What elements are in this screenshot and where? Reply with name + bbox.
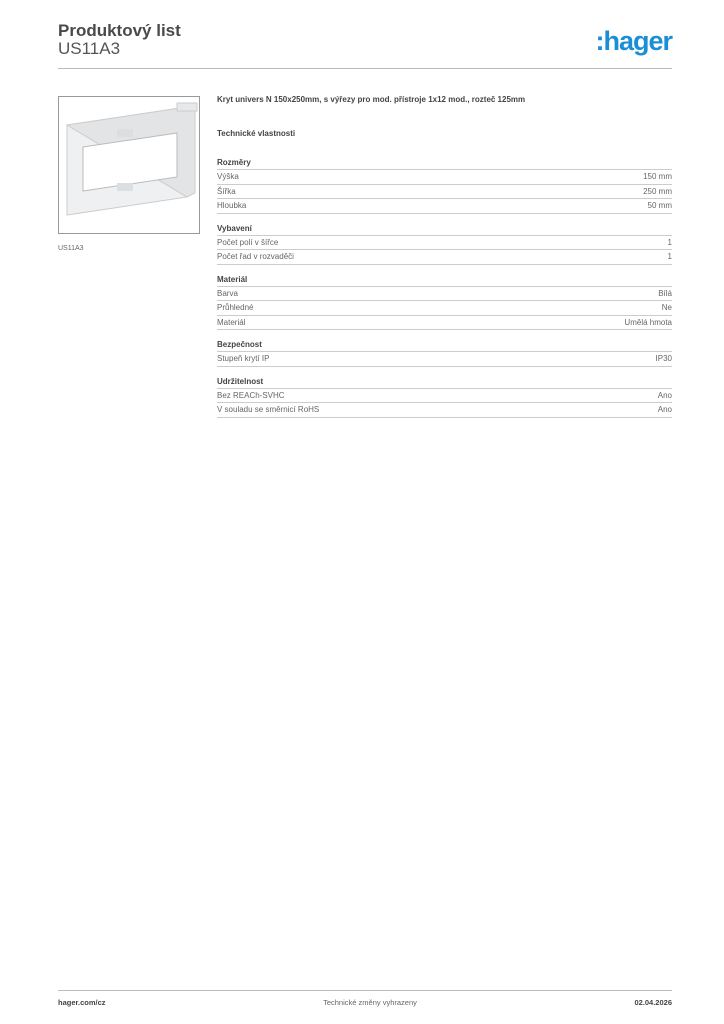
spec-row: [217, 301, 672, 316]
spec-label: Průhledné: [217, 303, 254, 312]
footer: [58, 998, 672, 1007]
spec-label: Barva: [217, 288, 238, 298]
spec-label: Bez REACh-SVHC: [217, 390, 285, 400]
spec-label: Stupeň krytí IP: [217, 354, 270, 363]
page-title: Produktový list: [58, 21, 181, 40]
spec-value: Umělá hmota: [624, 317, 672, 327]
footer-date: 02.04.2026: [634, 998, 672, 1007]
spec-value: 150 mm: [643, 172, 672, 181]
spec-label: Výška: [217, 172, 239, 181]
spec-section: [217, 274, 672, 331]
spec-row: [217, 287, 672, 302]
section-title: Bezpečnost: [217, 339, 672, 352]
spec-section: [217, 376, 672, 418]
spec-label: Hloubka: [217, 201, 247, 210]
section-title: Vybavení: [217, 223, 672, 236]
spec-row: [217, 403, 672, 418]
spec-label: V souladu se směrnicí RoHS: [217, 405, 320, 414]
spec-content: [217, 95, 672, 427]
product-description: Kryt univers N 150x250mm, s výřezy pro mod. přístroje 1x12 mod., rozteč 125mm: [217, 95, 526, 104]
spec-row: [217, 389, 672, 404]
spec-label: Šířka: [217, 186, 236, 196]
spec-value: 1: [667, 252, 672, 261]
spec-label: Počet řad v rozvaděči: [217, 252, 294, 261]
spec-label: Počet polí v šířce: [217, 237, 279, 247]
product-image-drawing: [59, 97, 199, 233]
spec-row: [217, 199, 672, 214]
spec-value: Ano: [657, 405, 672, 414]
product-image: [58, 96, 200, 234]
section-title: Materiál: [217, 274, 672, 287]
spec-section: [217, 223, 672, 265]
section-title: Rozměry: [217, 157, 672, 170]
spec-value: 50 mm: [647, 201, 672, 210]
spec-value: Ano: [657, 390, 672, 400]
product-code: US11A3: [58, 39, 121, 58]
footer-divider: [58, 990, 672, 991]
header-divider: [58, 68, 672, 69]
spec-value: 250 mm: [643, 186, 672, 196]
spec-label: Materiál: [217, 317, 246, 327]
spec-section: [217, 157, 672, 214]
spec-value: IP30: [655, 354, 672, 363]
spec-row: [217, 185, 672, 200]
spec-row: [217, 170, 672, 185]
spec-section: [217, 339, 672, 367]
image-caption: US11A3: [58, 245, 84, 252]
footer-site: hager.com/cz: [58, 998, 106, 1007]
spec-value: Bílá: [658, 288, 672, 298]
spec-row: [217, 352, 672, 367]
section-title: Udržitelnost: [217, 376, 672, 389]
footer-note: Technické změny vyhrazeny: [323, 998, 417, 1007]
spec-value: 1: [667, 237, 672, 247]
spec-value: Ne: [661, 303, 672, 312]
tech-heading: Technické vlastnosti: [217, 129, 296, 138]
spec-row: [217, 316, 672, 331]
spec-row: [217, 236, 672, 251]
hager-logo: :hager: [595, 26, 672, 56]
spec-row: [217, 250, 672, 265]
